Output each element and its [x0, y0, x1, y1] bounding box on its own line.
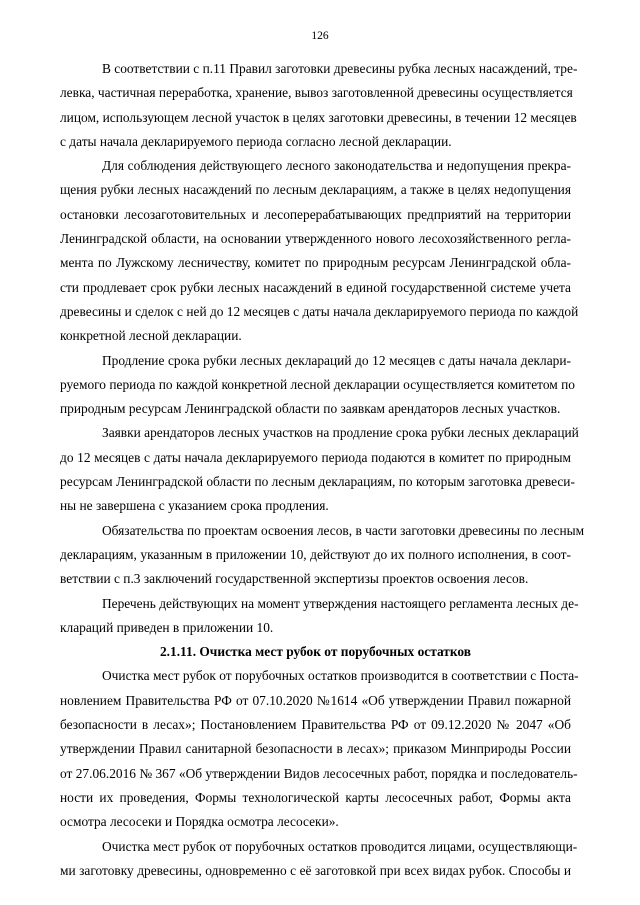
text-line: Ленинградской области, на основании утвержденного нового лесохозяйственного регла-	[60, 231, 571, 247]
text-line: остановки лесозаготовительных и лесоперерабатывающих предприятий на территории	[60, 206, 571, 222]
text-line: сти продлевает срок рубки лесных насаждений в единой государственной системе учета	[60, 279, 571, 295]
text-line: осмотра лесосеки и Порядка осмотра лесосеки».	[60, 814, 339, 830]
text-line: с даты начала декларируемого периода согласно лесной декларации.	[60, 133, 452, 149]
paragraph	[60, 835, 578, 884]
paragraph	[60, 154, 579, 348]
text-line: древесины и сделок с ней до 12 месяцев с даты начала декларируемого периода по каждой	[60, 303, 579, 319]
text-line: мента по Лужскому лесничеству, комитет по природным ресурсам Ленинградской обла-	[60, 255, 571, 271]
text-line: клараций приведен в приложении 10.	[60, 619, 274, 635]
text-line: Очистка мест рубок от порубочных остатков производится в соответствии с Поста-	[102, 668, 579, 684]
text-line: В соответствии с п.11 Правил заготовки древесины рубка лесных насаждений, тре-	[102, 61, 578, 76]
text-line: левка, частичная переработка, хранение, вывоз заготовленной древесины осуществляется	[60, 85, 573, 101]
text-line: до 12 месяцев с даты начала декларируемого периода подаются в комитет по природным	[60, 449, 571, 465]
text-line: ми заготовку древесины, одновременно с её заготовкой при всех видах рубок. Способы и	[60, 862, 571, 878]
text-line: ности их проведения, Формы технологической карты лесосечных работ, Формы акта	[60, 789, 571, 805]
paragraph	[60, 664, 579, 834]
paragraph	[60, 592, 579, 641]
text-line: щения рубки лесных насаждений по лесным декларациям, а также в целях недопущения	[60, 182, 571, 198]
text-line: ны не завершена с указанием срока продления.	[60, 498, 329, 514]
text-line: Очистка мест рубок от порубочных остатков проводится лицами, осуществляющи-	[102, 838, 578, 854]
text-line: декларациям, указанным в приложении 10, действуют до их полного исполнения, в соот-	[60, 546, 571, 562]
text-line: конкретной лесной декларации.	[60, 328, 242, 344]
text-line: Для соблюдения действующего лесного законодательства и недопущения прекра-	[102, 158, 571, 174]
text-line: от 27.06.2016 № 367 «Об утверждении Видов лесосечных работ, порядка и последователь-	[60, 765, 578, 781]
text-line: новлением Правительства РФ от 07.10.2020 №1614 «Об утверждении Правил пожарной	[60, 692, 571, 708]
text-line: Продление срока рубки лесных деклараций до 12 месяцев с даты начала деклари-	[102, 352, 571, 368]
text-line: Заявки арендаторов лесных участков на продление срока рубки лесных деклараций	[102, 425, 579, 441]
text-line: утверждении Правил санитарной безопасности в лесах»; приказом Минприроды России	[60, 741, 571, 757]
document-body	[60, 57, 585, 883]
text-line: ресурсам Ленинградской области по лесным декларациям, по которым заготовка древеси-	[60, 474, 575, 490]
text-line: природным ресурсам Ленинградской области по заявкам арендаторов лесных участков.	[60, 401, 561, 417]
text-line: Обязательства по проектам освоения лесов, в части заготовки древесины по лесным	[102, 522, 585, 538]
page-number: 126	[311, 30, 329, 42]
paragraph	[60, 57, 578, 154]
paragraph	[60, 519, 585, 592]
text-line: лицом, использующем лесной участок в целях заготовки древесины, в течении 12 месяцев	[60, 109, 577, 125]
text-line: Перечень действующих на момент утверждения настоящего регламента лесных де-	[102, 595, 579, 611]
section-heading: 2.1.11. Очистка мест рубок от порубочных остатков	[159, 644, 472, 660]
text-line: ветствии с п.3 заключений государственной экспертизы проектов освоения лесов.	[60, 571, 529, 587]
text-line: безопасности в лесах»; Постановлением Правительства РФ от 09.12.2020 № 2047 «Об	[60, 717, 571, 733]
paragraph	[60, 349, 575, 422]
paragraph	[60, 421, 579, 518]
text-line: руемого периода по каждой конкретной лесной декларации осуществляется комитетом по	[60, 376, 575, 392]
